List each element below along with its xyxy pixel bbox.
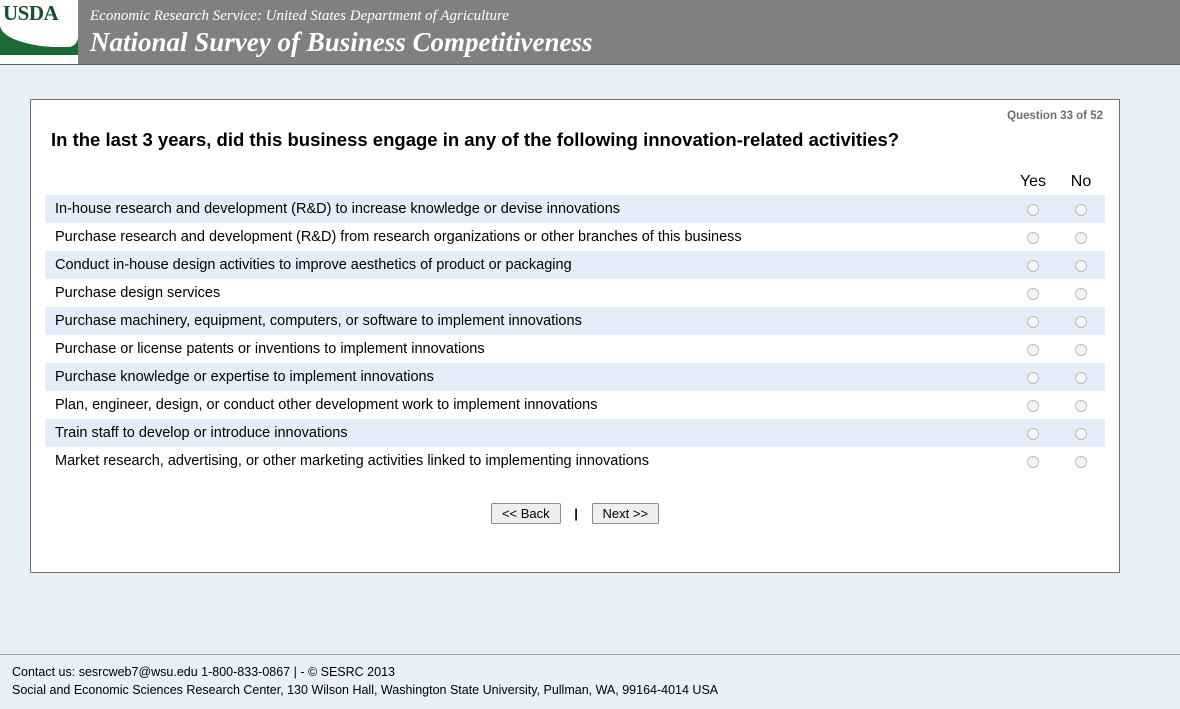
table-row	[45, 363, 1105, 391]
table-row	[45, 279, 1105, 307]
radio-no-1[interactable]	[1075, 204, 1087, 216]
grid-header-yes: Yes	[1019, 173, 1047, 190]
agency-line: Economic Research Service: United States Department of Agriculture	[90, 8, 509, 24]
radio-no-5[interactable]	[1075, 316, 1087, 328]
next-button[interactable]: Next >>	[592, 503, 660, 524]
row-label: Market research, advertising, or other marketing activities linked to implementing innovations	[55, 453, 649, 469]
footer-contact-line: Contact us: sesrcweb7@wsu.edu 1-800-833-0867 | - © SESRC 2013	[12, 665, 395, 679]
grid-header-row	[45, 172, 1105, 195]
table-row	[45, 391, 1105, 419]
usda-logo-graphic	[0, 25, 78, 64]
usda-logo-text: USDA	[3, 1, 59, 25]
radio-yes-cell[interactable]	[1009, 223, 1057, 251]
table-row	[45, 307, 1105, 335]
table-row	[45, 447, 1105, 475]
radio-no-9[interactable]	[1075, 428, 1087, 440]
content-area	[0, 65, 1180, 573]
nav-divider: |	[574, 506, 578, 521]
radio-no-cell[interactable]	[1057, 391, 1105, 419]
question-counter: Question 33 of 52	[1007, 110, 1103, 122]
grid-header-no: No	[1070, 173, 1092, 190]
radio-yes-5[interactable]	[1027, 316, 1039, 328]
radio-no-cell[interactable]	[1057, 195, 1105, 223]
back-button[interactable]: << Back	[491, 503, 561, 524]
row-label: Purchase knowledge or expertise to implement innovations	[45, 363, 1009, 391]
grid-header-blank	[45, 172, 1009, 195]
radio-yes-2[interactable]	[1027, 232, 1039, 244]
radio-yes-cell[interactable]	[1009, 447, 1057, 475]
radio-no-7[interactable]	[1075, 372, 1087, 384]
row-label: Purchase research and development (R&D) from research organizations or other branches of this business	[55, 229, 742, 245]
row-label: Purchase machinery, equipment, computers, or software to implement innovations	[45, 307, 1009, 335]
radio-no-cell[interactable]	[1057, 307, 1105, 335]
site-header	[0, 0, 1180, 65]
radio-yes-1[interactable]	[1027, 204, 1039, 216]
radio-yes-8[interactable]	[1027, 400, 1039, 412]
answer-grid	[45, 172, 1105, 475]
radio-no-2[interactable]	[1075, 232, 1087, 244]
radio-yes-cell[interactable]	[1009, 419, 1057, 447]
survey-title: National Survey of Business Competitiveness	[90, 27, 593, 57]
radio-yes-cell[interactable]	[1009, 307, 1057, 335]
navigation-bar	[45, 503, 1105, 524]
row-label: Plan, engineer, design, or conduct other development work to implement innovations	[55, 397, 598, 413]
radio-yes-cell[interactable]	[1009, 195, 1057, 223]
radio-yes-10[interactable]	[1027, 456, 1039, 468]
radio-yes-3[interactable]	[1027, 260, 1039, 272]
row-label: Purchase design services	[55, 285, 221, 301]
radio-no-cell[interactable]	[1057, 223, 1105, 251]
row-label: Purchase or license patents or inventions to implement innovations	[55, 341, 485, 357]
row-label: In-house research and development (R&D) to increase knowledge or devise innovations	[45, 195, 1009, 223]
footer-address-line: Social and Economic Sciences Research Center, 130 Wilson Hall, Washington State University, Pullman, WA, 99164-4014 USA	[12, 683, 719, 697]
radio-no-8[interactable]	[1075, 400, 1087, 412]
usda-logo	[0, 0, 78, 64]
site-footer	[0, 654, 1180, 709]
row-label: Train staff to develop or introduce innovations	[45, 419, 1009, 447]
table-row	[45, 223, 1105, 251]
radio-yes-cell[interactable]	[1009, 335, 1057, 363]
radio-yes-cell[interactable]	[1009, 279, 1057, 307]
table-row	[45, 419, 1105, 447]
radio-no-6[interactable]	[1075, 344, 1087, 356]
radio-no-cell[interactable]	[1057, 251, 1105, 279]
radio-no-cell[interactable]	[1057, 447, 1105, 475]
table-row	[45, 335, 1105, 363]
table-row	[45, 251, 1105, 279]
radio-yes-6[interactable]	[1027, 344, 1039, 356]
radio-no-cell[interactable]	[1057, 279, 1105, 307]
radio-yes-cell[interactable]	[1009, 391, 1057, 419]
radio-yes-cell[interactable]	[1009, 363, 1057, 391]
table-row	[45, 195, 1105, 223]
radio-no-cell[interactable]	[1057, 419, 1105, 447]
radio-yes-4[interactable]	[1027, 288, 1039, 300]
header-titles	[78, 0, 593, 64]
page-title: In the last 3 years, did this business engage in any of the following innovation-related activities?	[51, 129, 900, 150]
radio-yes-7[interactable]	[1027, 372, 1039, 384]
radio-yes-cell[interactable]	[1009, 251, 1057, 279]
row-label: Conduct in-house design activities to improve aesthetics of product or packaging	[45, 251, 1009, 279]
radio-no-3[interactable]	[1075, 260, 1087, 272]
question-panel	[30, 99, 1120, 573]
radio-no-cell[interactable]	[1057, 363, 1105, 391]
radio-no-cell[interactable]	[1057, 335, 1105, 363]
radio-no-4[interactable]	[1075, 288, 1087, 300]
radio-no-10[interactable]	[1075, 456, 1087, 468]
radio-yes-9[interactable]	[1027, 428, 1039, 440]
